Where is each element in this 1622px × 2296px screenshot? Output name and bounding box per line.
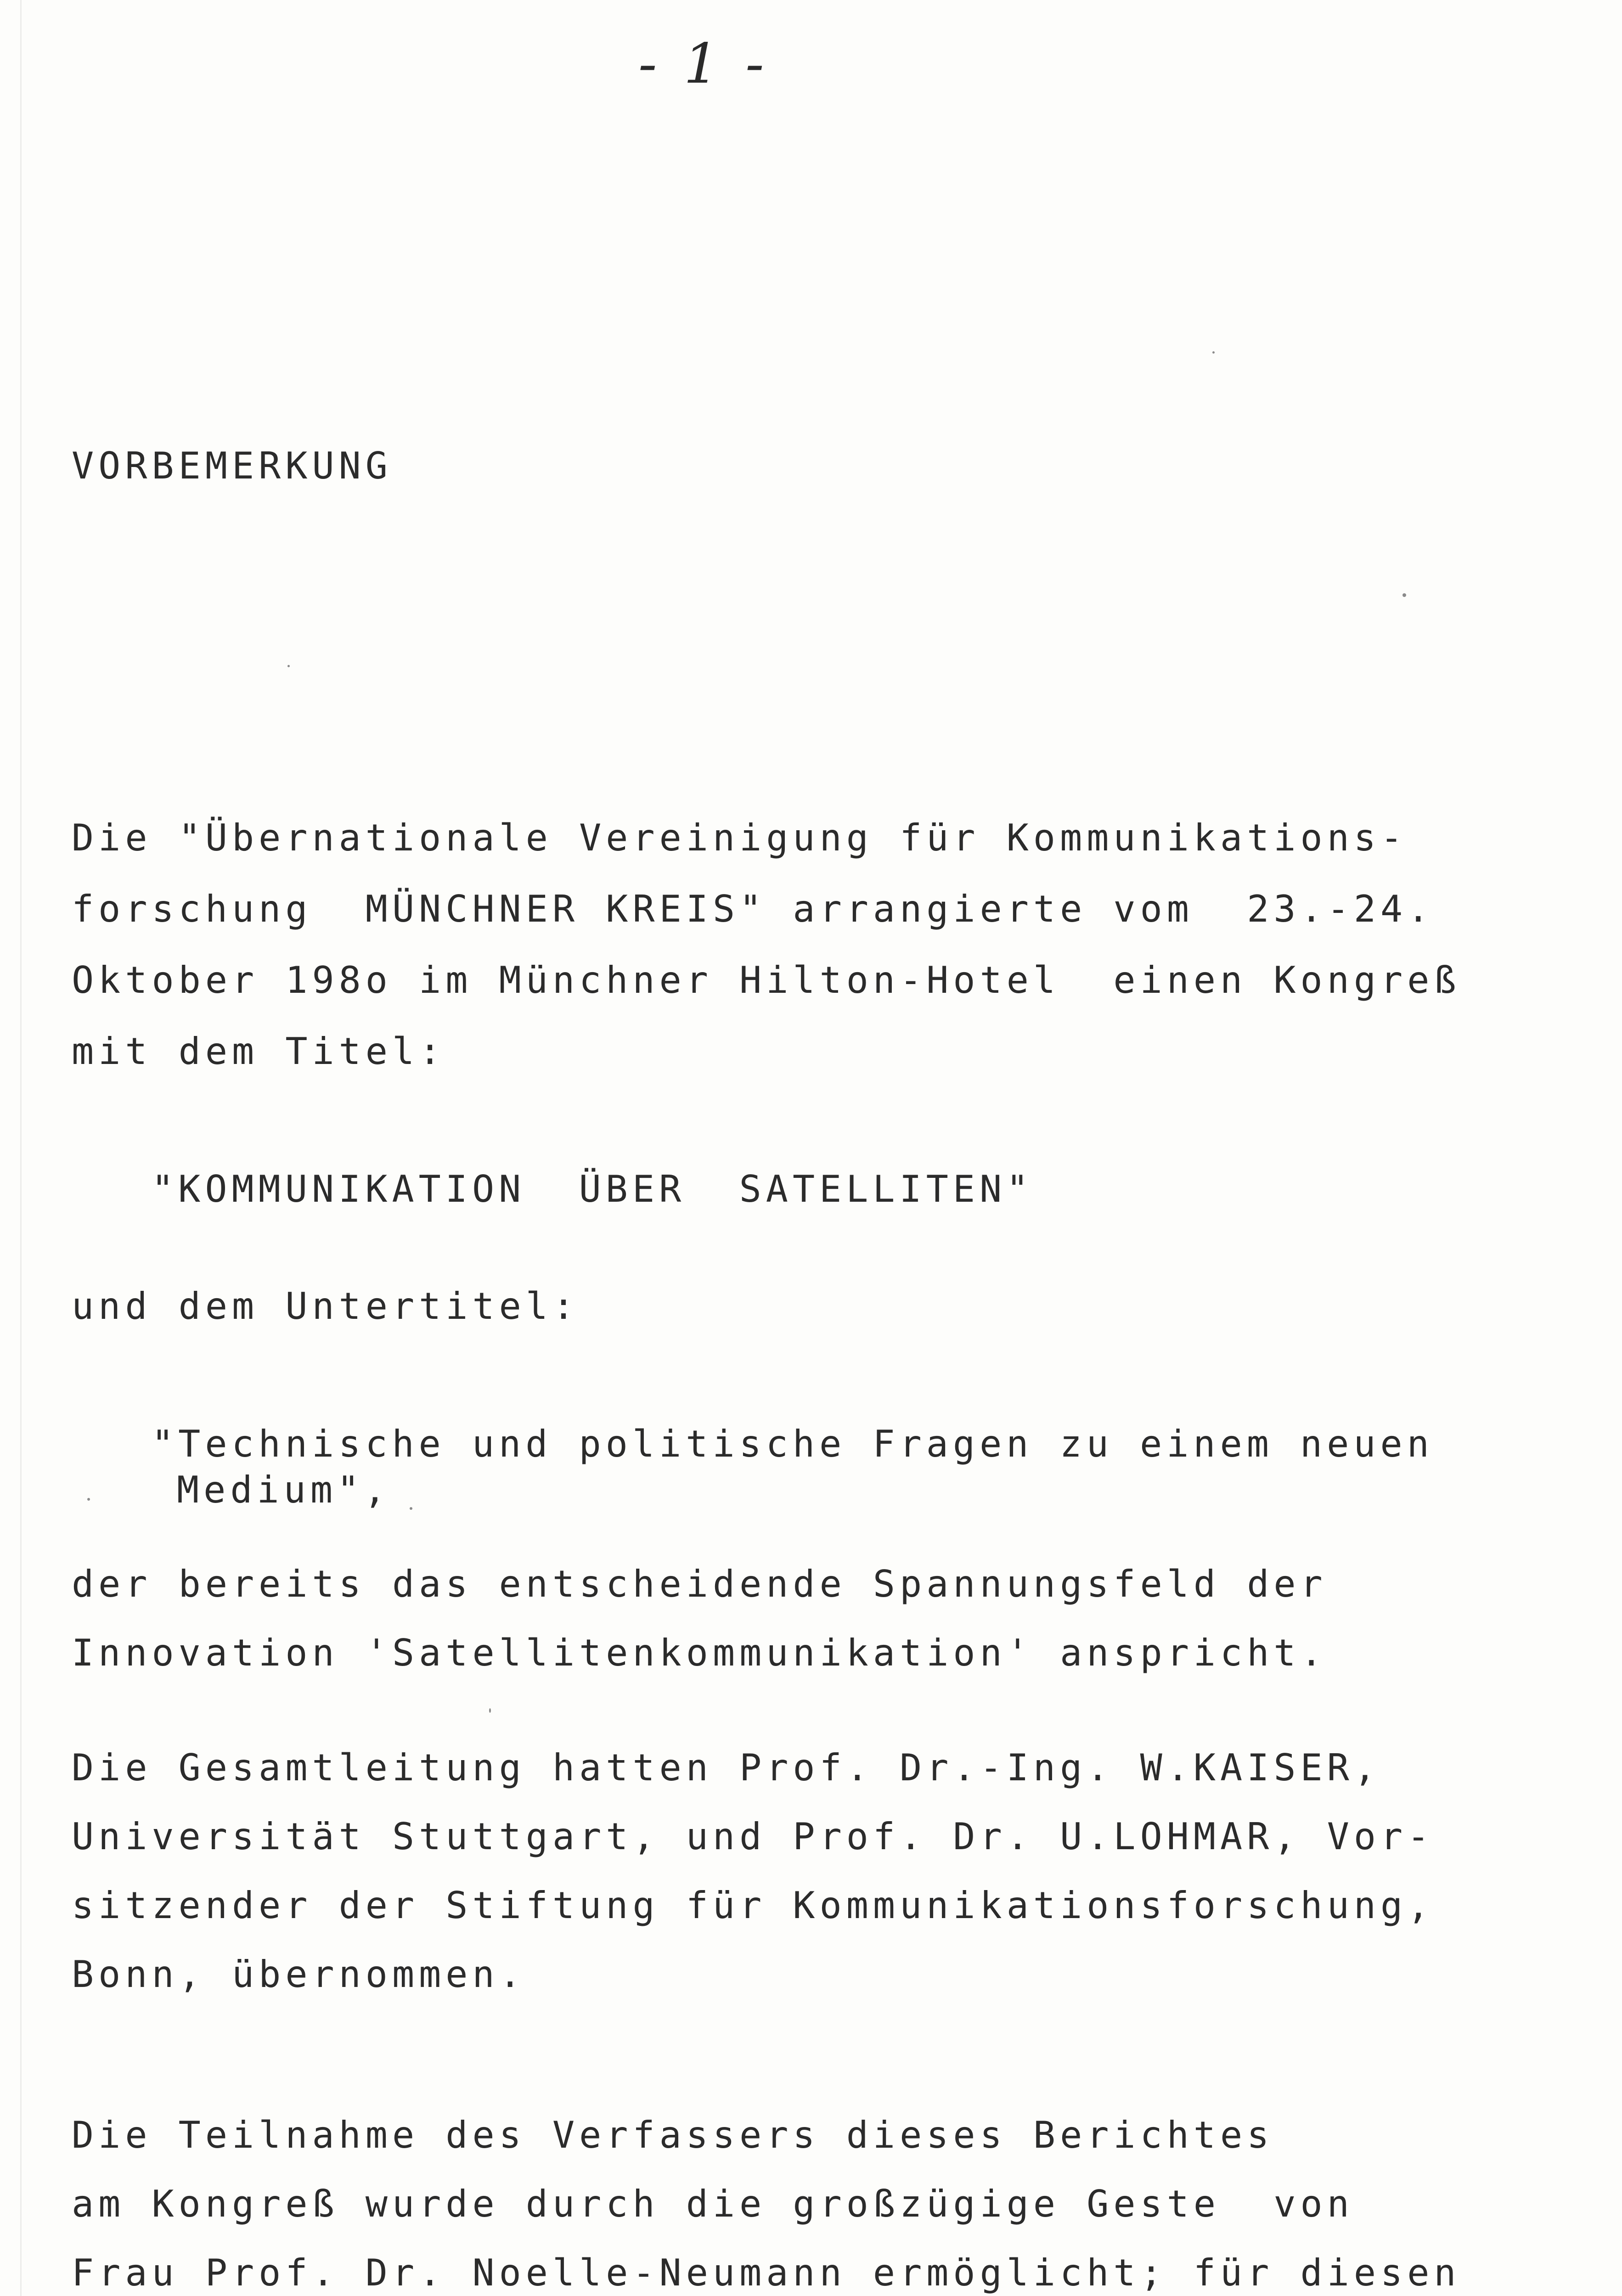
subtitle-line-2: Medium",	[177, 1469, 391, 1511]
paper-speck	[410, 1507, 412, 1510]
paper-speck	[1402, 593, 1406, 597]
subtitle-intro: und dem Untertitel:	[72, 1285, 580, 1328]
paragraph-2-line-2: Innovation 'Satellitenkommunikation' anspricht.	[72, 1632, 1327, 1674]
congress-title: "KOMMUNIKATION ÜBER SATELLITEN"	[152, 1168, 1033, 1210]
paragraph-3-line-4: Bonn, übernommen.	[72, 1953, 526, 1996]
heading: VORBEMERKUNG	[72, 445, 392, 487]
paragraph-4-line-3: Frau Prof. Dr. Noelle-Neumann ermöglicht; für diesen	[72, 2251, 1461, 2294]
paragraph-1-line-4: mit dem Titel:	[72, 1030, 446, 1073]
page-number: - 1 -	[638, 32, 769, 96]
paragraph-4-line-2: am Kongreß wurde durch die großzügige Geste von	[72, 2183, 1354, 2225]
paper-speck	[489, 1708, 491, 1713]
paragraph-1-line-3: Oktober 198o im Münchner Hilton-Hotel einen Kongreß	[72, 959, 1461, 1002]
paragraph-3-line-3: sitzender der Stiftung für Kommunikationsforschung,	[72, 1884, 1434, 1927]
paper-speck	[287, 665, 290, 667]
paper-speck	[87, 1498, 90, 1501]
paragraph-2-line-1: der bereits das entscheidende Spannungsfeld der	[72, 1563, 1327, 1605]
paragraph-1-line-2: forschung MÜNCHNER KREIS" arrangierte vom 23.-24.	[72, 888, 1434, 930]
paper-speck	[1212, 351, 1215, 354]
paragraph-1-line-1: Die "Übernationale Vereinigung für Kommunikations-	[72, 816, 1408, 859]
paragraph-3-line-1: Die Gesamtleitung hatten Prof. Dr.-Ing. W.KAISER,	[72, 1746, 1381, 1789]
paragraph-3-line-2: Universität Stuttgart, und Prof. Dr. U.LOHMAR, Vor-	[72, 1815, 1434, 1858]
left-margin-shadow	[20, 0, 22, 2296]
paragraph-4-line-1: Die Teilnahme des Verfassers dieses Berichtes	[72, 2114, 1274, 2156]
subtitle-line-1: "Technische und politische Fragen zu einem neuen	[152, 1423, 1434, 1465]
